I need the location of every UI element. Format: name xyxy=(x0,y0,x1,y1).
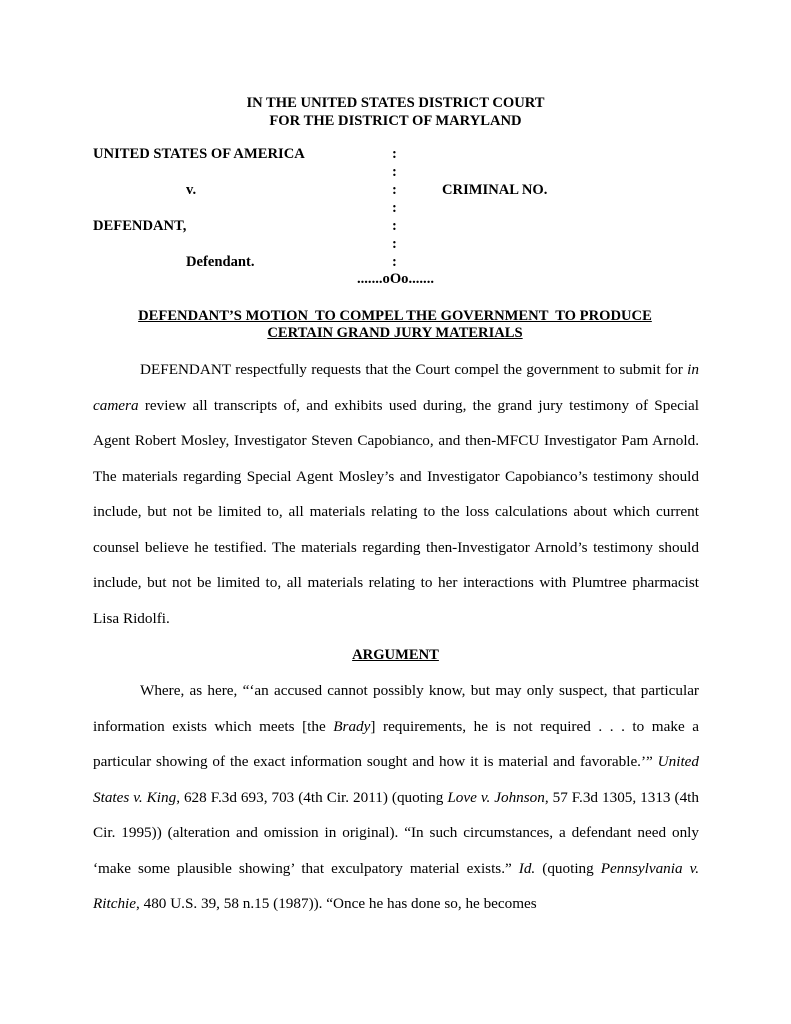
case-citation: Brady xyxy=(333,717,371,735)
court-heading xyxy=(0,94,791,130)
caption-plaintiff: UNITED STATES OF AMERICA xyxy=(93,146,305,162)
paragraph-text: ] requirements, he is not required . . . to make a particular showing of the exact information sought and how it is material and favorable.’” xyxy=(93,717,699,770)
argument-heading: ARGUMENT xyxy=(352,647,439,663)
italic-term: in camera xyxy=(93,361,699,414)
paragraph-text: Where, as here, “‘an accused cannot possibly know, but may only suspect, that particular information exists which meets [the xyxy=(93,682,699,735)
paragraph-text: , 57 F.3d 1305, 1313 (4th Cir. 1995)) (alteration and omission in original). “In such circumstances, a defendant need only ‘make some plausible showing’ that exculpatory material exists.” xyxy=(93,788,699,877)
paragraph-text: review all transcripts of, and exhibits used during, the grand jury testimony of Special Agent Robert Mosley, Investigator Steven Capobianco, and then-MFCU Investigator Pam Arnold. The materials regarding Special Agent Mosley’s and Investigator Capobianco’s testimony should include, but not be limited to, all materials relating to the loss calculations about which current counsel believe he testified. The materials regarding then-Investigator Arnold’s testimony should include, but not be limited to, all materials relating to her interactions with Plumtree pharmacist Lisa Ridolfi. xyxy=(93,396,699,627)
paragraph-text: DEFENDANT respectfully requests that the Court compel the government to submit for xyxy=(140,361,688,378)
caption-versus: v. xyxy=(186,182,197,198)
caption-defendant-role: Defendant. xyxy=(186,254,255,270)
case-citation: Love v. Johnson xyxy=(447,788,545,806)
case-citation: Id. xyxy=(518,859,536,877)
caption-divider: .......oOo....... xyxy=(356,271,435,287)
motion-paragraph xyxy=(93,352,699,636)
motion-title-line: CERTAIN GRAND JURY MATERIALS xyxy=(267,325,523,341)
court-name-line: IN THE UNITED STATES DISTRICT COURT xyxy=(246,95,545,111)
paragraph-text: , 480 U.S. 39, 58 n.15 (1987)). “Once he has done so, he becomes xyxy=(136,895,537,912)
caption-colon: : xyxy=(392,254,397,270)
caption-defendant: DEFENDANT, xyxy=(93,218,187,234)
argument-paragraph xyxy=(93,673,699,922)
criminal-number-label: CRIMINAL NO. xyxy=(442,182,548,198)
caption-colon: : xyxy=(392,200,397,216)
caption-colon: : xyxy=(392,218,397,234)
case-citation: Pennsylvania v. Ritchie xyxy=(93,859,700,912)
motion-title xyxy=(100,308,690,342)
motion-title-line: DEFENDANT’S MOTION TO COMPEL THE GOVERNMENT TO PRODUCE xyxy=(138,308,652,324)
caption-colon: : xyxy=(392,164,397,180)
case-citation: United States v. King xyxy=(93,753,699,806)
caption-colon: : xyxy=(392,182,397,198)
caption-colon: : xyxy=(392,146,397,162)
caption-colon: : xyxy=(392,236,397,252)
paragraph-text: , 628 F.3d 693, 703 (4th Cir. 2011) (quoting xyxy=(176,788,448,806)
paragraph-text: (quoting xyxy=(535,859,601,877)
court-district-line: FOR THE DISTRICT OF MARYLAND xyxy=(269,113,522,129)
